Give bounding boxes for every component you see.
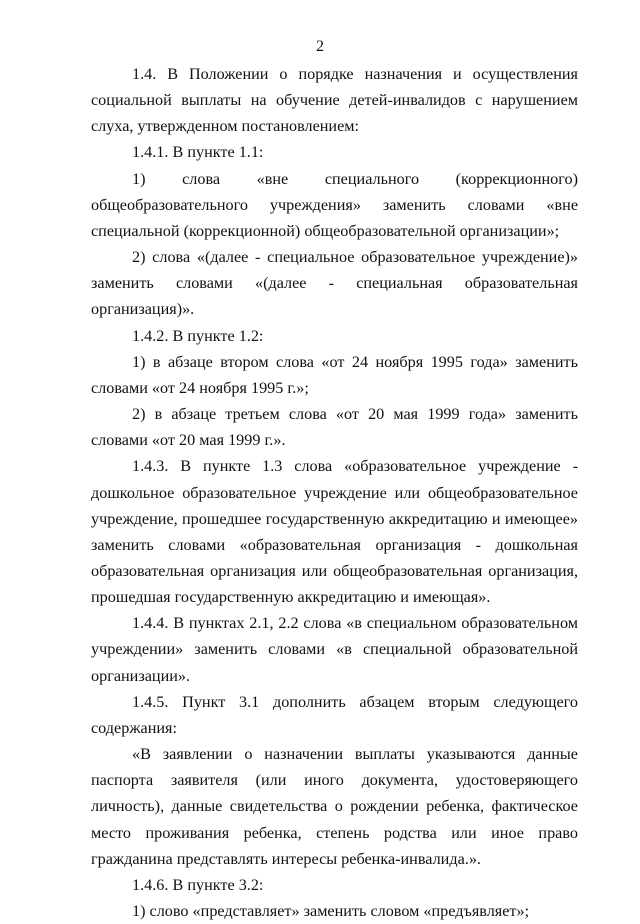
paragraph-1-4-6-item-1: 1) слово «представляет» заменить словом «предъявляет»; <box>132 902 530 920</box>
paragraph-1-4-2-item-2: 2) в абзаце третьем слова «от 20 мая 1999 года» заменить словами «от 20 мая 1999 г.». <box>91 405 578 450</box>
paragraph-1-4-2-item-1: 1) в абзаце втором слова «от 24 ноября 1995 года» заменить словами «от 24 ноября 1995 г.»; <box>91 352 578 397</box>
paragraph-1-4-5-quote: «В заявлении о назначении выплаты указываются данные паспорта заявителя (или иного документа, удостоверяющего личность), данные свидетельства о рождении ребенка, фактическое место проживания ребенка, степень родства или иное право гражданина представлять интересы ребенка-инвалида.». <box>91 745 578 868</box>
paragraph-1-4: 1.4. В Положении о порядке назначения и осуществления социальной выплаты на обучение детей-инвалидов с нарушением слуха, утвержденном постановлением: <box>91 65 578 136</box>
page-number: 2 <box>316 38 324 55</box>
paragraph-1-4-1: 1.4.1. В пункте 1.1: <box>132 143 264 162</box>
paragraph-1-4-5: 1.4.5. Пункт 3.1 дополнить абзацем вторым следующего содержания: <box>91 692 578 737</box>
document-body <box>91 61 578 924</box>
paragraph-1-4-1-item-2: 2) слова «(далее - специальное образовательное учреждение)» заменить словами «(далее - специальная образовательная организация)». <box>91 248 578 319</box>
paragraph-1-4-6: 1.4.6. В пункте 3.2: <box>132 875 264 894</box>
paragraph-1-4-1-item-1: 1) слова «вне специального (коррекционного) общеобразовательного учреждения» заменить словами «вне специальной (коррекционной) общеобразовательной организации»; <box>91 169 578 240</box>
paragraph-1-4-2: 1.4.2. В пункте 1.2: <box>132 326 264 345</box>
paragraph-1-4-4: 1.4.4. В пунктах 2.1, 2.2 слова «в специальном образовательном учреждении» заменить словами «в специальной образовательной организации». <box>91 614 578 685</box>
paragraph-1-4-3: 1.4.3. В пункте 1.3 слова «образовательное учреждение - дошкольное образовательное учреждение или общеобразовательное учреждение, прошедшее государственную аккредитацию и имеющее» заменить словами «образовательная организация - дошкольная образовательная организация или общеобразовательная организация, прошедшая государственную аккредитацию и имеющая». <box>91 457 578 607</box>
